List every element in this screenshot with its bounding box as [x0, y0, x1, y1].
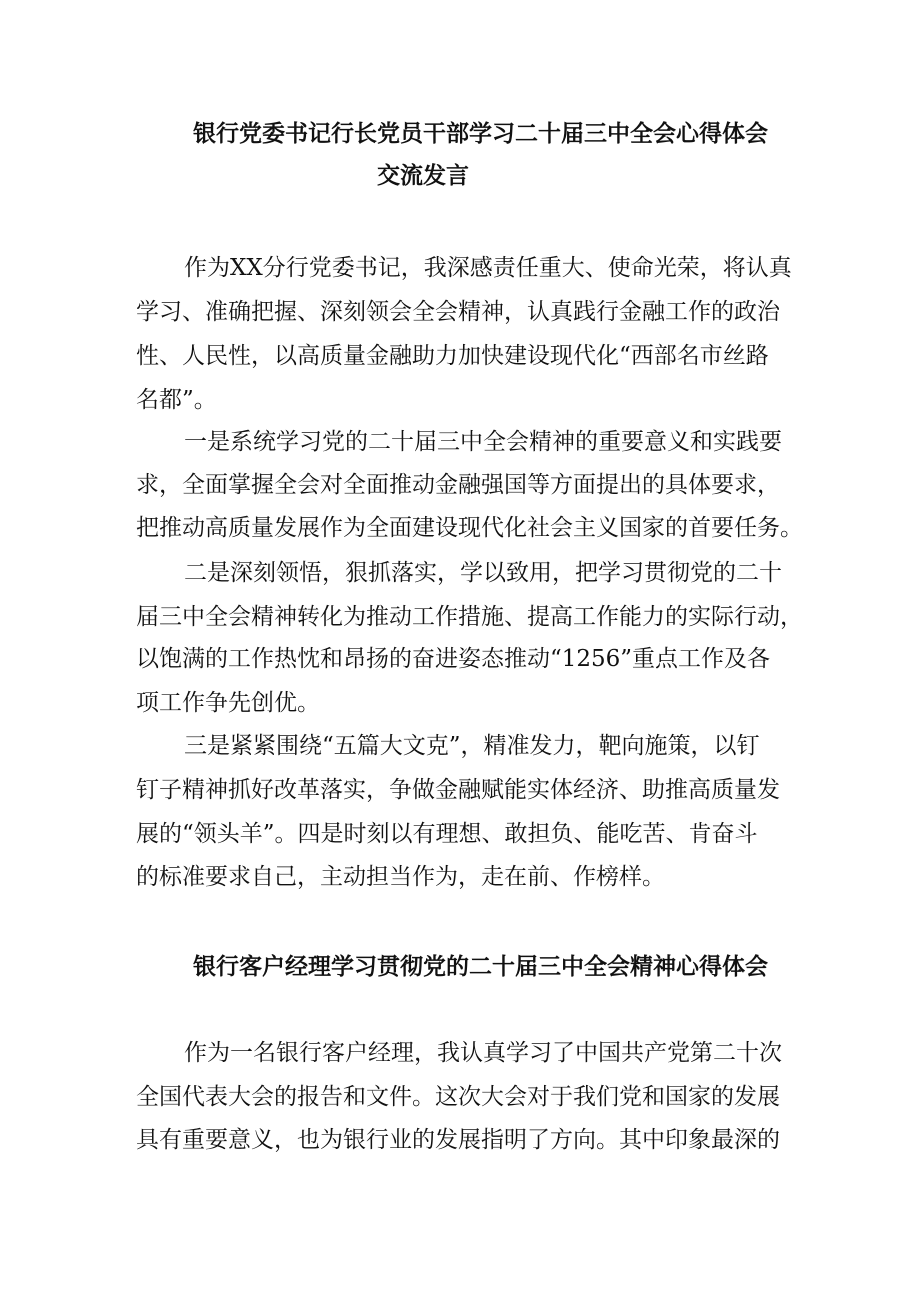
body-line: 全国代表大会的报告和文件。这次大会对于我们党和国家的发展	[136, 1084, 780, 1110]
body-line: 名都”。	[136, 387, 217, 413]
body-line: 三是紧紧围绕“五篇大文克”，精准发力，靶向施策，以钉	[184, 733, 760, 759]
body-line: 届三中全会精神转化为推动工作措施、提高工作能力的实际行动，	[136, 604, 803, 630]
article-1-title-line-1: 银行党委书记行长党员干部学习二十届三中全会心得体会	[193, 121, 768, 147]
body-line: 展的“领头羊”。四是时刻以有理想、敢担负、能吃苦、肯奋斗	[136, 821, 758, 847]
body-line: 项工作争先创优。	[136, 690, 320, 716]
body-line: 学习、准确把握、深刻领会全会精神，认真践行金融工作的政治	[136, 299, 780, 325]
body-line: 一是系统学习党的二十届三中全会精神的重要意义和实践要	[184, 429, 782, 455]
article-1-title-line-2: 交流发言	[377, 163, 469, 189]
body-line: 以饱满的工作热忱和昂扬的奋进姿态推动“1256”重点工作及各	[136, 646, 771, 672]
body-line: 钉子精神抓好改革落实，争做金融赋能实体经济、助推高质量发	[136, 777, 780, 803]
body-line: 的标准要求自己，主动担当作为，走在前、作榜样。	[136, 864, 665, 890]
article-2-title: 银行客户经理学习贯彻党的二十届三中全会精神心得体会	[193, 954, 768, 980]
body-line: 把推动高质量发展作为全面建设现代化社会主义国家的首要任务。	[136, 515, 803, 541]
body-line: 性、人民性，以高质量金融助力加快建设现代化“西部名市丝路	[136, 343, 769, 369]
body-line: 作为一名银行客户经理，我认真学习了中国共产党第二十次	[184, 1040, 782, 1066]
body-line: 具有重要意义，也为银行业的发展指明了方向。其中印象最深的	[136, 1127, 780, 1153]
body-line: 求，全面掌握全会对全面推动金融强国等方面提出的具体要求，	[136, 472, 780, 498]
body-line: 二是深刻领悟，狠抓落实，学以致用，把学习贯彻党的二十	[184, 560, 782, 586]
body-line: 作为XX分行党委书记，我深感责任重大、使命光荣，将认真	[184, 255, 792, 281]
